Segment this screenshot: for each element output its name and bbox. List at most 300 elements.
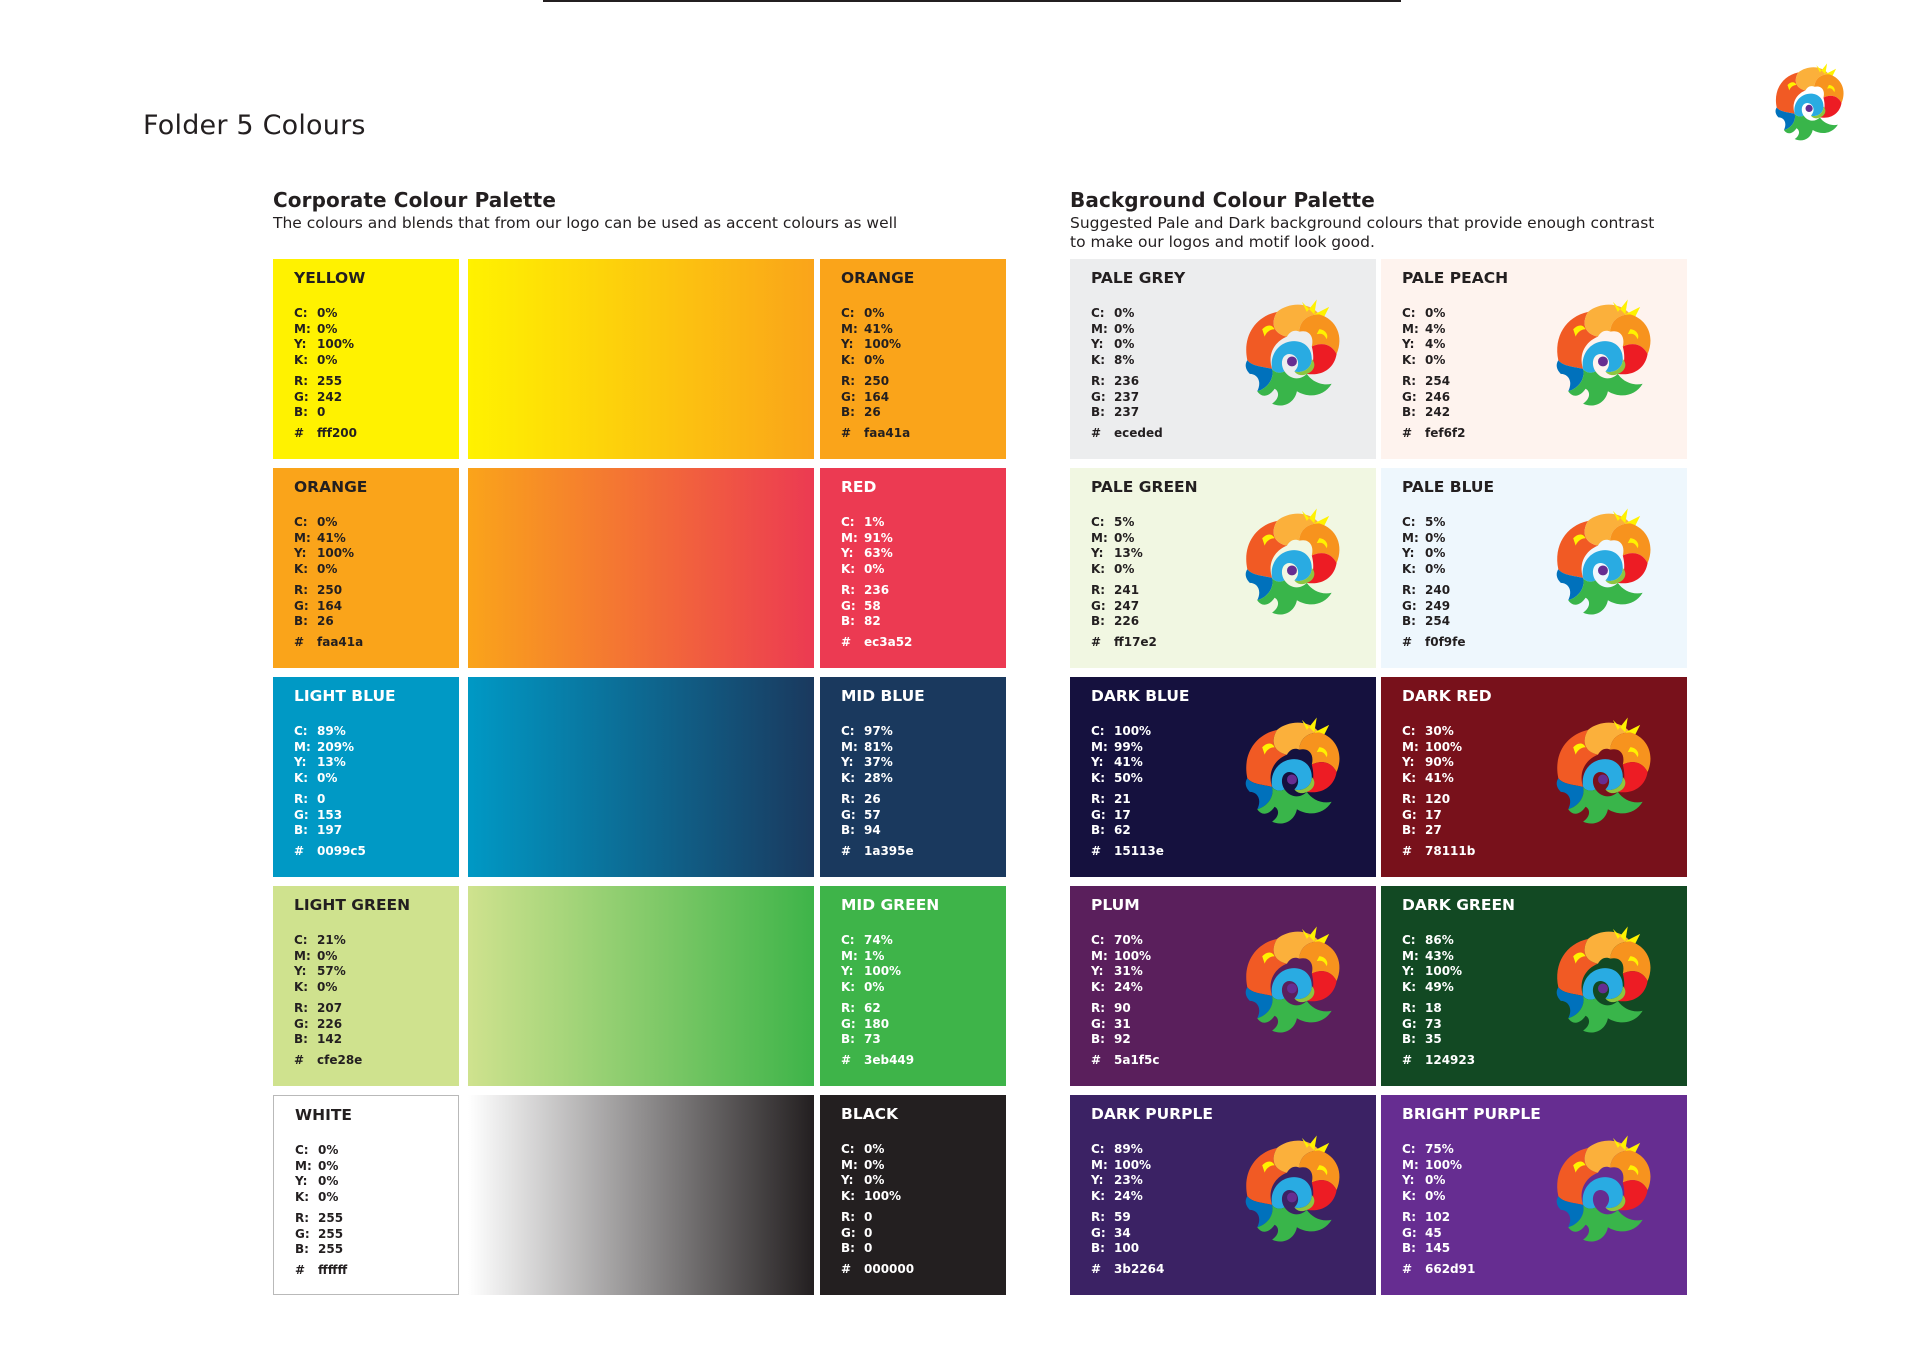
spec-label: M:	[841, 321, 858, 336]
spec-value: 62	[864, 1000, 881, 1015]
swatch-orange	[820, 259, 1006, 459]
spec-value: 100%	[864, 1188, 902, 1203]
spec-y	[1402, 1173, 1475, 1189]
spec-hex	[294, 426, 357, 442]
spec-c	[1402, 724, 1475, 740]
spec-hex	[841, 844, 914, 860]
corporate-palette-title: Corporate Colour Palette	[273, 188, 556, 212]
hex-value: fff200	[317, 425, 357, 440]
spec-value: 99%	[1114, 739, 1143, 754]
spec-r	[1091, 374, 1163, 390]
spec-g	[1091, 599, 1157, 615]
spec-label: #	[1091, 1052, 1102, 1067]
spec-label: G:	[1091, 389, 1106, 404]
colour-name: PALE BLUE	[1402, 478, 1495, 496]
spec-label: G:	[841, 389, 856, 404]
hex-value: ff17e2	[1114, 634, 1157, 649]
spec-label: B:	[1402, 405, 1416, 420]
spec-label: K:	[294, 561, 309, 576]
colour-specs	[1091, 306, 1163, 441]
spec-value: 0%	[1425, 1188, 1446, 1203]
spec-label: R:	[1402, 1000, 1417, 1015]
spec-value: 89%	[1114, 1142, 1143, 1156]
spec-value: 5%	[1114, 515, 1135, 529]
spec-label: C:	[1091, 724, 1105, 738]
spec-value: 0%	[1114, 337, 1135, 352]
spec-label: #	[294, 425, 305, 440]
colour-name: DARK GREEN	[1402, 896, 1516, 914]
colour-specs	[1402, 1142, 1475, 1277]
colour-specs	[841, 1142, 914, 1277]
spec-label: K:	[841, 1188, 856, 1203]
spec-value: 73	[864, 1032, 881, 1047]
colour-name: RED	[841, 478, 877, 496]
spec-r	[1091, 792, 1164, 808]
spec-hex	[1402, 1053, 1475, 1069]
spec-k	[1402, 1189, 1475, 1205]
spec-value: 241	[1114, 582, 1140, 597]
spec-value: 180	[864, 1016, 890, 1031]
spec-value: 63%	[864, 546, 893, 561]
hex-value: 000000	[864, 1261, 915, 1276]
hex-value: eceded	[1114, 425, 1163, 440]
spec-value: 57	[864, 807, 881, 822]
spec-label: B:	[1091, 823, 1105, 838]
spec-value: 250	[317, 582, 343, 597]
spec-value: 49%	[1425, 979, 1454, 994]
spec-label: K:	[841, 979, 856, 994]
spec-value: 237	[1114, 389, 1140, 404]
spec-g	[1091, 390, 1163, 406]
colour-name: DARK BLUE	[1091, 687, 1190, 705]
spec-g	[841, 1017, 914, 1033]
spec-label: C:	[841, 1142, 855, 1156]
spec-label: B:	[295, 1242, 309, 1257]
spec-r	[1402, 1001, 1475, 1017]
spec-label: #	[1091, 843, 1102, 858]
spec-label: K:	[1091, 770, 1106, 785]
spec-b	[294, 1032, 362, 1048]
colour-specs	[294, 515, 363, 650]
spec-m	[1091, 949, 1159, 965]
spec-value: 26	[317, 614, 334, 629]
spec-label: C:	[294, 724, 308, 738]
spec-value: 0%	[317, 321, 338, 336]
spec-label: R:	[1091, 791, 1106, 806]
spec-k	[1091, 980, 1159, 996]
colour-name: PALE PEACH	[1402, 269, 1509, 287]
colour-name: YELLOW	[294, 269, 366, 287]
spec-c	[841, 933, 914, 949]
spec-label: Y:	[1402, 1173, 1415, 1188]
spec-label: Y:	[1091, 964, 1104, 979]
spec-m	[295, 1159, 347, 1175]
spec-hex	[1091, 426, 1163, 442]
spec-value: 43%	[1425, 948, 1454, 963]
spec-value: 70%	[1114, 933, 1143, 947]
colour-name: ORANGE	[841, 269, 915, 287]
spec-hex	[841, 1053, 914, 1069]
spec-label: Y:	[1091, 546, 1104, 561]
spec-label: B:	[1402, 823, 1416, 838]
spec-label: C:	[294, 933, 308, 947]
colour-specs	[1091, 933, 1159, 1068]
spec-y	[1402, 337, 1466, 353]
spec-y	[294, 546, 363, 562]
spec-value: 0	[864, 1225, 873, 1240]
spec-label: B:	[841, 823, 855, 838]
spec-label: Y:	[294, 964, 307, 979]
spec-label: K:	[841, 770, 856, 785]
spec-label: K:	[1091, 979, 1106, 994]
spec-r	[1402, 792, 1475, 808]
spec-value: 100	[1114, 1241, 1140, 1256]
spec-value: 100%	[1425, 739, 1463, 754]
spec-value: 120	[1425, 791, 1451, 806]
spec-hex	[841, 1262, 914, 1278]
hex-value: 3eb449	[864, 1052, 915, 1067]
spec-value: 31	[1114, 1016, 1131, 1031]
spec-b	[294, 823, 366, 839]
spec-value: 226	[317, 1016, 343, 1031]
spec-y	[841, 755, 914, 771]
spec-hex	[295, 1263, 347, 1279]
spec-k	[1402, 353, 1466, 369]
spec-label: R:	[294, 1000, 309, 1015]
multicolour-swirl-logo-icon	[1536, 710, 1660, 834]
background-swatch-pale-green	[1070, 468, 1376, 668]
spec-label: M:	[841, 530, 858, 545]
colour-specs	[1091, 724, 1164, 859]
spec-value: 249	[1425, 598, 1451, 613]
spec-k	[1091, 771, 1164, 787]
gradient-blend-white-to-black	[468, 1095, 814, 1295]
colour-specs	[294, 933, 362, 1068]
spec-r	[841, 792, 914, 808]
spec-y	[841, 1173, 914, 1189]
spec-label: G:	[295, 1226, 310, 1241]
spec-value: 0%	[1425, 306, 1446, 320]
spec-label: C:	[841, 306, 855, 320]
spec-y	[294, 964, 362, 980]
spec-value: 86%	[1425, 933, 1454, 947]
spec-value: 0%	[1425, 1173, 1446, 1188]
spec-label: R:	[1091, 582, 1106, 597]
spec-value: 35	[1425, 1032, 1442, 1047]
spec-c	[294, 306, 357, 322]
spec-label: #	[1402, 1261, 1413, 1276]
spec-label: M:	[1091, 1157, 1108, 1172]
spec-value: 250	[864, 373, 890, 388]
spec-value: 45	[1425, 1225, 1442, 1240]
hex-value: cfe28e	[317, 1052, 363, 1067]
spec-value: 0%	[864, 306, 885, 320]
spec-label: M:	[1402, 1157, 1419, 1172]
spec-y	[1402, 546, 1466, 562]
spec-label: R:	[1402, 1209, 1417, 1224]
colour-name: PALE GREEN	[1091, 478, 1198, 496]
spec-m	[1402, 531, 1466, 547]
spec-label: K:	[1091, 1188, 1106, 1203]
spec-label: B:	[294, 823, 308, 838]
spec-label: B:	[841, 614, 855, 629]
spec-g	[294, 390, 357, 406]
spec-value: 34	[1114, 1225, 1131, 1240]
spec-value: 0%	[317, 306, 338, 320]
hex-value: 3b2264	[1114, 1261, 1165, 1276]
colour-name: DARK RED	[1402, 687, 1492, 705]
spec-label: C:	[294, 306, 308, 320]
colour-name: LIGHT BLUE	[294, 687, 396, 705]
background-swatch-pale-grey	[1070, 259, 1376, 459]
background-palette-title: Background Colour Palette	[1070, 188, 1375, 212]
spec-value: 41%	[317, 530, 346, 545]
spec-value: 100%	[1114, 948, 1152, 963]
colour-name: BLACK	[841, 1105, 899, 1123]
spec-label: Y:	[841, 755, 854, 770]
spec-label: Y:	[1402, 546, 1415, 561]
spec-c	[1091, 306, 1163, 322]
spec-label: G:	[1402, 807, 1417, 822]
spec-label: Y:	[1402, 337, 1415, 352]
spec-hex	[294, 635, 363, 651]
spec-c	[1091, 933, 1159, 949]
multicolour-swirl-logo-icon	[1536, 501, 1660, 625]
spec-value: 0%	[864, 1142, 885, 1156]
spec-value: 254	[1425, 373, 1451, 388]
spec-m	[1091, 1158, 1164, 1174]
spec-value: 27	[1425, 823, 1442, 838]
spec-label: G:	[294, 807, 309, 822]
background-swatch-bright-purple	[1381, 1095, 1687, 1295]
spec-b	[1402, 405, 1466, 421]
spec-label: B:	[1402, 614, 1416, 629]
spec-label: #	[295, 1262, 306, 1277]
spec-value: 13%	[317, 755, 346, 770]
multicolour-swirl-logo-icon	[1225, 501, 1349, 625]
spec-hex	[1402, 1262, 1475, 1278]
spec-k	[841, 980, 914, 996]
spec-hex	[1402, 635, 1466, 651]
spec-label: R:	[841, 1000, 856, 1015]
spec-value: 31%	[1114, 964, 1143, 979]
spec-value: 255	[318, 1226, 344, 1241]
spec-label: Y:	[841, 1173, 854, 1188]
spec-g	[1402, 1017, 1475, 1033]
spec-label: G:	[1091, 1225, 1106, 1240]
spec-label: B:	[1091, 1032, 1105, 1047]
spec-c	[1402, 1142, 1475, 1158]
spec-label: G:	[1402, 1016, 1417, 1031]
spec-label: M:	[1091, 321, 1108, 336]
spec-c	[1402, 306, 1466, 322]
spec-label: C:	[1091, 306, 1105, 320]
spec-c	[295, 1143, 347, 1159]
spec-label: B:	[841, 1032, 855, 1047]
spec-g	[841, 390, 910, 406]
multicolour-swirl-logo-icon	[1536, 1128, 1660, 1252]
colour-name: DARK PURPLE	[1091, 1105, 1213, 1123]
spec-label: C:	[1402, 933, 1416, 947]
spec-value: 164	[317, 598, 343, 613]
spec-m	[1402, 1158, 1475, 1174]
spec-label: C:	[295, 1143, 309, 1157]
hex-value: f0f9fe	[1425, 634, 1466, 649]
spec-label: R:	[295, 1210, 310, 1225]
spec-y	[294, 337, 357, 353]
spec-label: Y:	[1091, 1173, 1104, 1188]
spec-label: K:	[1402, 979, 1417, 994]
spec-label: #	[1402, 425, 1413, 440]
spec-label: B:	[841, 1241, 855, 1256]
spec-m	[1402, 740, 1475, 756]
colour-specs	[294, 306, 357, 441]
swatch-mid-green	[820, 886, 1006, 1086]
spec-value: 0%	[1425, 352, 1446, 367]
spec-hex	[294, 1053, 362, 1069]
spec-y	[1402, 755, 1475, 771]
spec-label: G:	[294, 1016, 309, 1031]
spec-label: K:	[1402, 561, 1417, 576]
spec-label: Y:	[1091, 755, 1104, 770]
spec-value: 0%	[1425, 530, 1446, 545]
spec-label: C:	[1402, 515, 1416, 529]
spec-r	[841, 583, 912, 599]
spec-c	[1402, 515, 1466, 531]
spec-value: 81%	[864, 739, 893, 754]
spec-label: G:	[1402, 389, 1417, 404]
spec-value: 0%	[317, 515, 338, 529]
hex-value: 78111b	[1425, 843, 1476, 858]
spec-label: C:	[1091, 515, 1105, 529]
spec-label: B:	[1091, 405, 1105, 420]
spec-b	[295, 1242, 347, 1258]
spec-value: 41%	[1114, 755, 1143, 770]
spec-label: M:	[1402, 530, 1419, 545]
spec-value: 237	[1114, 405, 1140, 420]
spec-value: 37%	[864, 755, 893, 770]
swatch-mid-blue	[820, 677, 1006, 877]
spec-label: C:	[1402, 1142, 1416, 1156]
spec-value: 102	[1425, 1209, 1451, 1224]
spec-g	[841, 1226, 914, 1242]
spec-k	[1091, 353, 1163, 369]
spec-value: 145	[1425, 1241, 1451, 1256]
spec-g	[1402, 808, 1475, 824]
spec-value: 0	[864, 1209, 873, 1224]
hex-value: 124923	[1425, 1052, 1476, 1067]
spec-c	[294, 515, 363, 531]
spec-label: R:	[841, 1209, 856, 1224]
gradient-blend-light-green-to-mid-green	[468, 886, 814, 1086]
spec-value: 59	[1114, 1209, 1131, 1224]
spec-c	[294, 724, 366, 740]
spec-label: #	[1402, 843, 1413, 858]
top-rule	[543, 0, 1401, 2]
spec-label: K:	[1402, 770, 1417, 785]
spec-label: B:	[1402, 1241, 1416, 1256]
spec-value: 4%	[1425, 337, 1446, 352]
spec-value: 91%	[864, 530, 893, 545]
spec-label: K:	[1402, 352, 1417, 367]
spec-label: #	[1091, 425, 1102, 440]
colour-specs	[1402, 724, 1475, 859]
spec-y	[1091, 964, 1159, 980]
spec-c	[841, 724, 914, 740]
spec-value: 17	[1114, 807, 1131, 822]
spec-hex	[1091, 844, 1164, 860]
spec-label: #	[841, 634, 852, 649]
swatch-yellow	[273, 259, 459, 459]
spec-r	[295, 1211, 347, 1227]
spec-label: C:	[841, 933, 855, 947]
spec-label: Y:	[294, 546, 307, 561]
spec-m	[294, 322, 357, 338]
spec-g	[1091, 1226, 1164, 1242]
spec-label: #	[294, 843, 305, 858]
spec-value: 0%	[1425, 561, 1446, 576]
multicolour-swirl-logo-icon	[1225, 292, 1349, 416]
spec-value: 17	[1425, 807, 1442, 822]
spec-label: #	[1091, 634, 1102, 649]
spec-c	[294, 933, 362, 949]
spec-value: 1%	[864, 515, 885, 529]
spec-value: 100%	[317, 546, 355, 561]
spec-value: 50%	[1114, 770, 1143, 785]
spec-value: 240	[1425, 582, 1451, 597]
spec-r	[1091, 1210, 1164, 1226]
spec-value: 242	[317, 389, 343, 404]
spec-value: 21	[1114, 791, 1131, 806]
colour-specs	[841, 933, 914, 1068]
spec-value: 0%	[317, 770, 338, 785]
spec-value: 153	[317, 807, 343, 822]
colour-name: MID GREEN	[841, 896, 940, 914]
spec-c	[1091, 1142, 1164, 1158]
spec-label: #	[1402, 1052, 1413, 1067]
hex-value: ffffff	[318, 1262, 348, 1277]
spec-label: #	[841, 1261, 852, 1276]
corporate-palette-description: The colours and blends that from our logo can be used as accent colours as well	[273, 214, 898, 232]
spec-value: 26	[864, 791, 881, 806]
spec-label: K:	[841, 561, 856, 576]
spec-value: 0%	[1114, 306, 1135, 320]
colour-name: PLUM	[1091, 896, 1140, 914]
background-swatch-dark-purple	[1070, 1095, 1376, 1295]
spec-k	[841, 353, 910, 369]
spec-value: 30%	[1425, 724, 1454, 738]
spec-label: B:	[1091, 614, 1105, 629]
colour-specs	[1091, 1142, 1164, 1277]
spec-y	[1402, 964, 1475, 980]
spec-label: M:	[841, 948, 858, 963]
colour-specs	[1402, 933, 1475, 1068]
spec-label: M:	[1402, 739, 1419, 754]
multicolour-swirl-logo-icon	[1225, 710, 1349, 834]
spec-label: C:	[1402, 306, 1416, 320]
spec-value: 21%	[317, 933, 346, 947]
spec-value: 209%	[317, 739, 355, 754]
spec-y	[1091, 755, 1164, 771]
spec-value: 0%	[318, 1174, 339, 1189]
spec-value: 100%	[1114, 724, 1152, 738]
spec-y	[1091, 546, 1157, 562]
spec-value: 28%	[864, 770, 893, 785]
spec-value: 100%	[1114, 1157, 1152, 1172]
spec-label: C:	[1402, 724, 1416, 738]
spec-b	[1402, 1032, 1475, 1048]
spec-label: G:	[841, 1225, 856, 1240]
